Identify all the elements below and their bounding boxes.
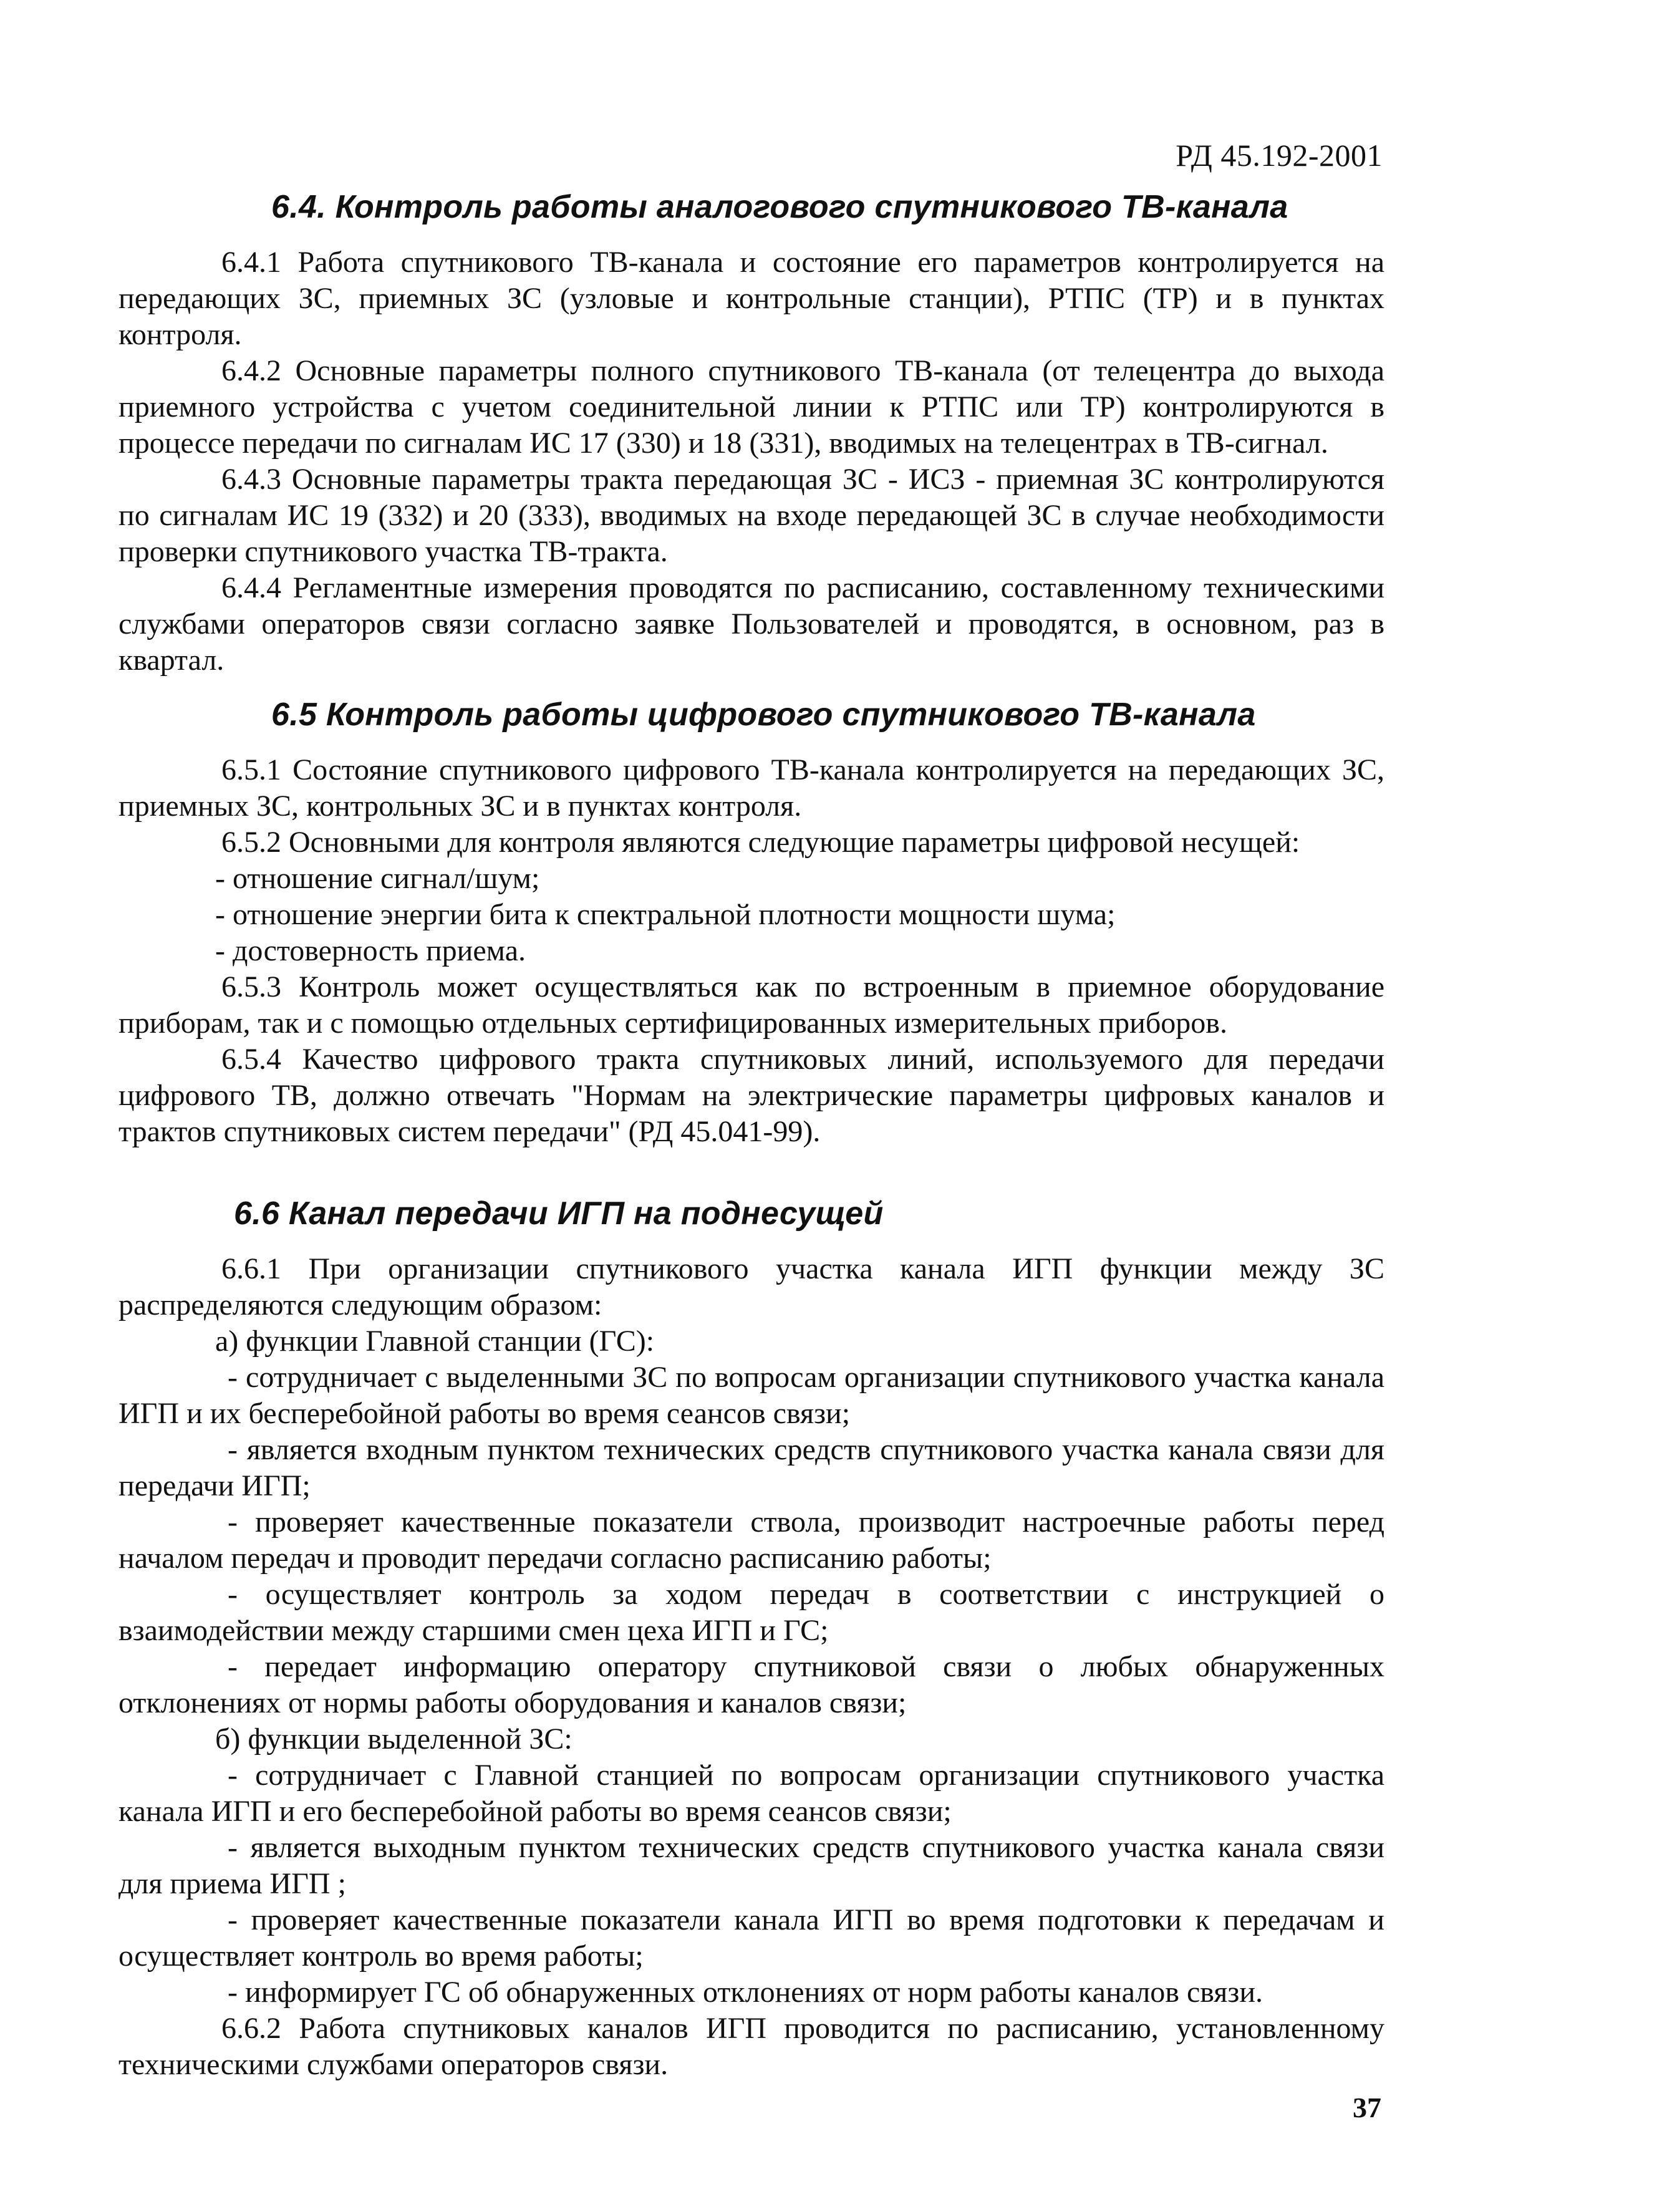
list-item: - проверяет качественные показатели канала ИГП во время подготовки к передачам и осуществляет контроль во время работы; [118, 1903, 1384, 1973]
section-6-6-heading: 6.6 Канал передачи ИГП на поднесущей [234, 1195, 884, 1232]
paragraph-6-5-1: 6.5.1 Состояние спутникового цифрового ТВ-канала контролируется на передающих ЗС, приемных ЗС, контрольных ЗС и в пунктах контроля. [118, 753, 1384, 823]
section-6-4-heading: 6.4. Контроль работы аналогового спутникового ТВ-канала [271, 189, 1288, 225]
paragraph-6-5-2: 6.5.2 Основными для контроля являются следующие параметры цифровой несущей: [221, 826, 1300, 859]
list-item: - является выходным пунктом технических средств спутникового участка канала связи для приема ИГП ; [118, 1831, 1384, 1900]
list-item: - передает информацию оператору спутниковой связи о любых обнаруженных отклонениях от нормы работы оборудования и каналов связи; [118, 1650, 1384, 1719]
paragraph-6-5-4: 6.5.4 Качество цифрового тракта спутниковых линий, используемого для передачи цифрового ТВ, должно отвечать "Нормам на электрические параметры цифровых каналов и трактов спутниковых систем передачи" (РД 45.041-99). [118, 1043, 1384, 1148]
section-6-5-heading: 6.5 Контроль работы цифрового спутникового ТВ-канала [271, 697, 1256, 733]
list-item: - достоверность приема. [215, 934, 526, 967]
page-content [118, 187, 1384, 2083]
paragraph-6-4-1: 6.4.1 Работа спутникового ТВ-канала и состояние его параметров контролируется на передающих ЗС, приемных ЗС (узловые и контрольные станции), РТПС (ТР) и в пунктах контроля. [118, 246, 1384, 351]
paragraph-6-6-1: 6.6.1 При организации спутникового участка канала ИГП функции между ЗС распределяются следующим образом: [118, 1252, 1384, 1321]
list-item: - проверяет качественные показатели ствола, производит настроечные работы перед началом передач и проводит передачи согласно расписанию работы; [118, 1505, 1384, 1575]
list-item: - является входным пунктом технических средств спутникового участка канала связи для передачи ИГП; [118, 1433, 1384, 1502]
subsection-a-title: а) функции Главной станции (ГС): [215, 1325, 655, 1358]
list-item: - сотрудничает с Главной станцией по вопросам организации спутникового участка канала ИГП и его бесперебойной работы во время сеансов связи; [118, 1759, 1384, 1828]
paragraph-6-4-3: 6.4.3 Основные параметры тракта передающая ЗС - ИСЗ - приемная ЗС контролируются по сигналам ИС 19 (332) и 20 (333), вводимых на входе передающей ЗС в случае необходимости проверки спутникового участка ТВ-тракта. [118, 463, 1384, 568]
paragraph-6-4-2: 6.4.2 Основные параметры полного спутникового ТВ-канала (от телецентра до выхода приемного устройства с учетом соединительной линии к РТПС или ТР) контролируются в процессе передачи по сигналам ИС 17 (330) и 18 (331), вводимых на телецентрах в ТВ-сигнал. [118, 354, 1384, 460]
paragraph-6-6-2: 6.6.2 Работа спутниковых каналов ИГП проводится по расписанию, установленному техническими службами операторов связи. [118, 2012, 1384, 2081]
list-item: - сотрудничает с выделенными ЗС по вопросам организации спутникового участка канала ИГП и их бесперебойной работы во время сеансов связи; [118, 1361, 1384, 1430]
paragraph-6-4-4: 6.4.4 Регламентные измерения проводятся по расписанию, составленному техническими службами операторов связи согласно заявке Пользователей и проводятся, в основном, раз в квартал. [118, 571, 1384, 677]
page-number: 37 [1353, 2092, 1381, 2123]
subsection-b-title: б) функции выделенной ЗС: [215, 1722, 572, 1756]
paragraph-6-5-3: 6.5.3 Контроль может осуществляться как по встроенным в приемное оборудование приборам, так и с помощью отдельных сертифицированных измерительных приборов. [118, 970, 1384, 1040]
document-code: РД 45.192-2001 [1176, 138, 1383, 173]
list-item: - отношение сигнал/шум; [215, 862, 540, 895]
list-item: - информирует ГС об обнаруженных отклонениях от норм работы каналов связи. [228, 1976, 1263, 2009]
list-item: - отношение энергии бита к спектральной плотности мощности шума; [215, 898, 1116, 931]
list-item: - осуществляет контроль за ходом передач в соответствии с инструкцией о взаимодействии между старшими смен цеха ИГП и ГС; [118, 1578, 1384, 1647]
